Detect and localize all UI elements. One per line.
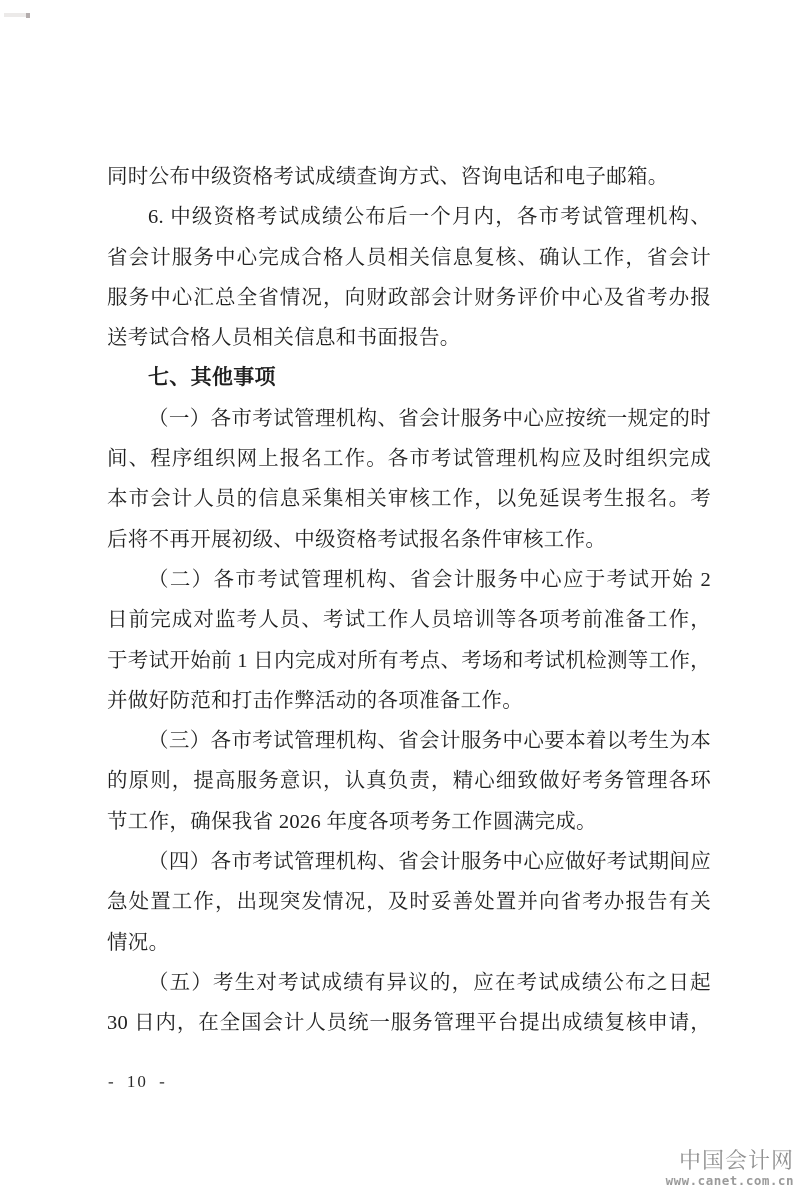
text-line: （五）考生对考试成绩有异议的，应在考试成绩公布之日起 bbox=[148, 971, 711, 994]
text-line: 服务中心汇总全省情况，向财政部会计财务评价中心及省考办报 bbox=[107, 286, 711, 309]
watermark bbox=[666, 1148, 794, 1188]
watermark-site-url: www.canet.com.cn bbox=[665, 1173, 794, 1188]
text-line: 并做好防范和打击作弊活动的各项准备工作。 bbox=[107, 689, 523, 712]
page-number: - 10 - bbox=[108, 1072, 167, 1091]
text-line: （二）各市考试管理机构、省会计服务中心应于考试开始 2 bbox=[148, 568, 711, 591]
section-heading: 七、其他事项 bbox=[148, 366, 276, 390]
text-line: （四）各市考试管理机构、省会计服务中心应做好考试期间应 bbox=[148, 851, 711, 874]
text-line: 间、程序组织网上报名工作。各市考试管理机构应及时组织完成 bbox=[107, 448, 711, 471]
text-line: 日前完成对监考人员、考试工作人员培训等各项考前准备工作， bbox=[107, 609, 711, 632]
watermark-site-name: 中国会计网 bbox=[678, 1148, 794, 1173]
text-line: （三）各市考试管理机构、省会计服务中心要本着以考生为本 bbox=[148, 730, 711, 753]
document-body bbox=[107, 157, 711, 1044]
text-line: 于考试开始前 1 日内完成对所有考点、考场和考试机检测等工作， bbox=[107, 649, 711, 672]
text-line: 省会计服务中心完成合格人员相关信息复核、确认工作，省会计 bbox=[107, 246, 711, 269]
text-line: 的原则，提高服务意识，认真负责，精心细致做好考务管理各环 bbox=[107, 770, 711, 793]
text-line: 送考试合格人员相关信息和书面报告。 bbox=[107, 327, 461, 350]
text-line: 本市会计人员的信息采集相关审核工作，以免延误考生报名。考 bbox=[107, 488, 711, 511]
text-line: 情况。 bbox=[107, 931, 170, 954]
text-line: 节工作，确保我省 2026 年度各项考务工作圆满完成。 bbox=[107, 810, 597, 833]
text-line: 同时公布中级资格考试成绩查询方式、咨询电话和电子邮箱。 bbox=[107, 166, 669, 188]
text-line: 30 日内，在全国会计人员统一服务管理平台提出成绩复核申请， bbox=[107, 1012, 711, 1035]
text-line: 后将不再开展初级、中级资格考试报名条件审核工作。 bbox=[107, 528, 607, 551]
scan-smudge-dot bbox=[26, 13, 30, 18]
text-line: 急处置工作，出现突发情况，及时妥善处置并向省考办报告有关 bbox=[107, 891, 711, 914]
text-line: 6. 中级资格考试成绩公布后一个月内，各市考试管理机构、 bbox=[148, 206, 711, 229]
text-line: （一）各市考试管理机构、省会计服务中心应按统一规定的时 bbox=[148, 407, 711, 430]
scan-smudge bbox=[4, 13, 28, 17]
